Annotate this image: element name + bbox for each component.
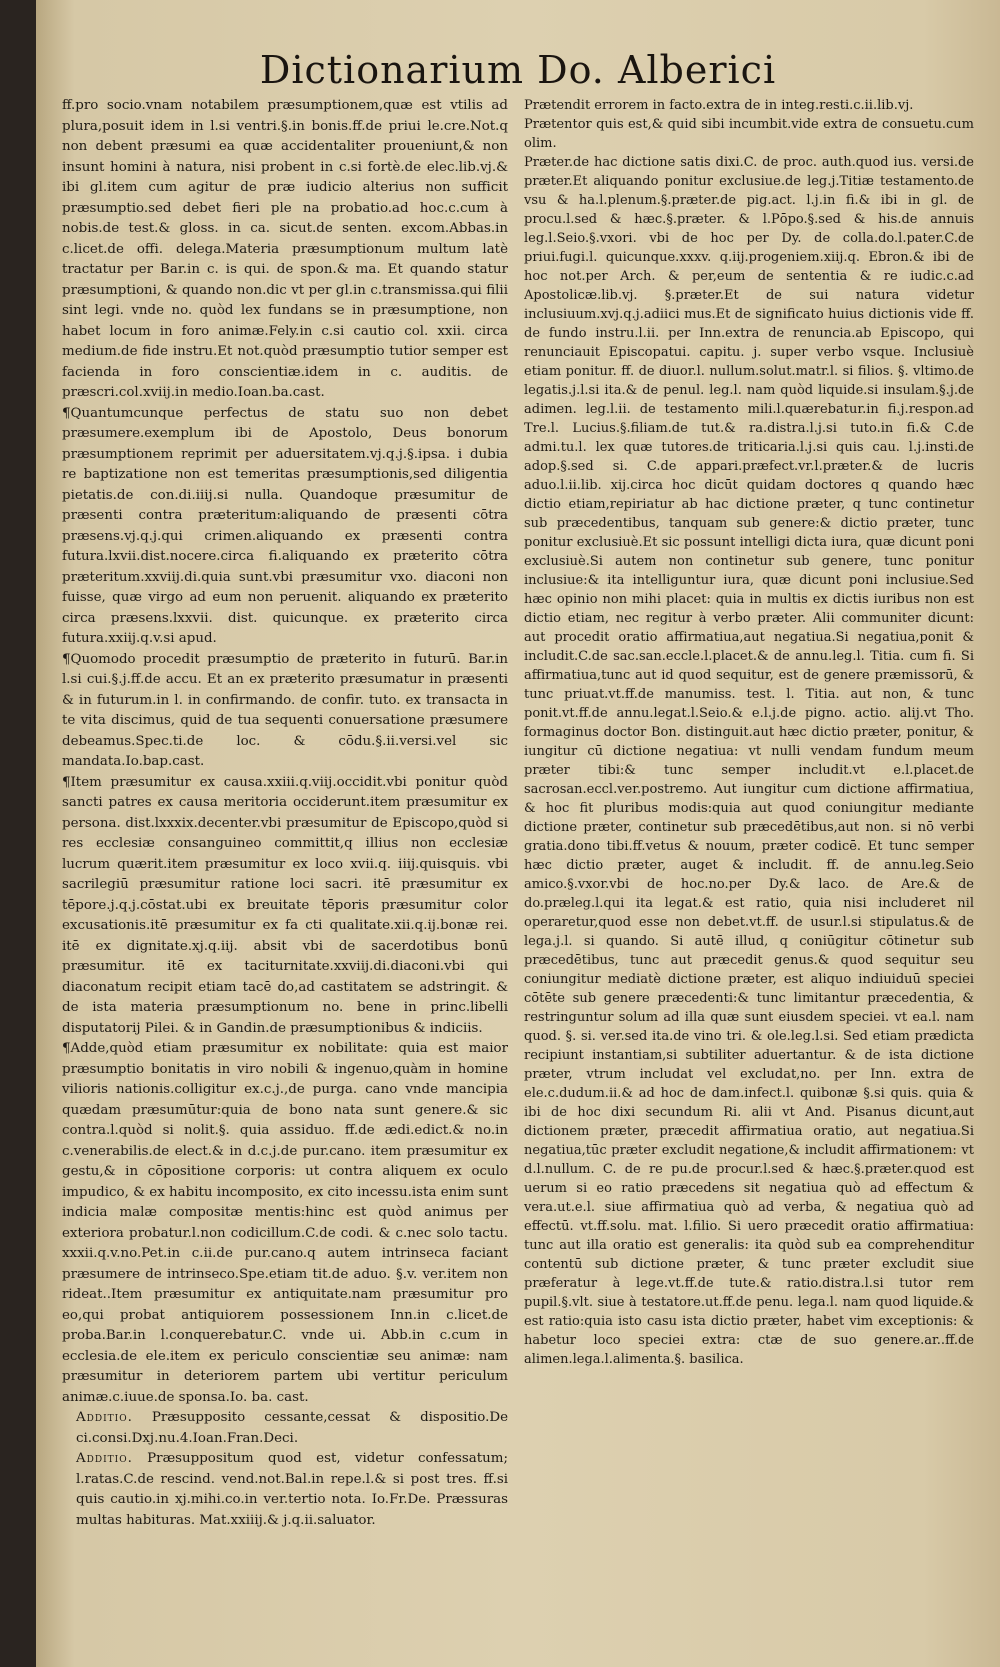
running-header: Dictionarium Do. Alberici — [259, 48, 777, 92]
addition-label: Additio. — [76, 1451, 133, 1466]
paragraph: ¶Quomodo procedit præsumptio de præterito in futurū. Bar.in l.si cui.§.j.ff.de accu. Et an ex præterito præsumatur in præsenti & in futurum.in l. in confirmando. de confir. tuto. ex transacta in te vita discimus, quid de tua sequenti conuersatione præsumere debeamus.Spec.ti.de loc. & cōdu.§.ii.versi.vel sic mandata.Io.bap.cast. — [62, 651, 508, 769]
addition-text: Præsupposito cessante,cessat & dispositio.De ci.consi.Dxj.nu.4.Ioan.Fran.Deci. — [76, 1410, 508, 1446]
left-column — [62, 96, 508, 1636]
addition-note — [62, 1449, 508, 1531]
addition-note — [62, 1408, 508, 1449]
addition-label: Additio. — [76, 1410, 133, 1425]
paragraph: ¶Item præsumitur ex causa.xxiii.q.viij.occidit.vbi ponitur quòd sancti patres ex causa meritoria occiderunt.item præsumitur ex persona. dist.lxxxix.decenter.vbi præsumitur de Episcopo,quòd si res ecclesiæ consanguineo committit,q illius non ecclesiæ lucrum quærit.item præsumitur ex loco xvii.q. iiij.quisquis. vbi sacrilegiū præsumitur ratione loci sacri. itē præsumitur ex tēpore.j.q.j.cōstat.ubi ex breuitate tēporis præsumitur color excusationis.itē præsumitur ex fa cti qualitate.xii.q.ij.bonæ rei. itē ex dignitate.xj.q.iij. absit vbi de sacerdotibus bonū præsumitur. itē ex taciturnitate.xxviij.di.diaconi.vbi qui diaconatum recipit etiam tacē do,ad castitatem se adstringit. & de ista materia præsumptionum no. bene in princ.libelli disputatorij Pilei. & in Gandin.de præsumptionibus & indiciis. — [62, 774, 508, 1036]
book-page — [36, 0, 1000, 1667]
paragraph: ff.pro socio.vnam notabilem præsumptionem,quæ est vtilis ad plura,posuit idem in l.si ventri.§.in bonis.ff.de priui le.cre.Not.q non debent præsumi ea quæ accidentaliter proueniunt,& non insunt homini à natura, nisi probent in c.si fortè.de elec.lib.vj.& ibi gl.item cum agitur de præ iudicio alterius non sufficit præsumptio.sed debet fieri ple na probatio.ad hoc.c.cum à nobis.de test.& gloss. in ca. sicut.de senten. excom.Abbas.in c.licet.de offi. delega.Materia præsumptionum multum latè tractatur per Bar.in c. is qui. de spon.& ma. Et quando statur præsumptioni, & quando non.dic vt per gl.in c.transmissa.qui filii sint legi. vnde no. quòd lex fundans se in præsumptione, non habet locum in foro animæ.Fely.in c.si cautio col. xxii. circa medium.de fide instru.Et not.quòd præsumptio tutior semper est facienda in foro conscientiæ.idem in c. auditis. de præscri.col.xviij.in medio.Ioan.ba.cast. — [62, 98, 508, 400]
addition-text: Præsuppositum quod est, videtur confessatum; l.ratas.C.de rescind. vend.not.Bal.in repe.l.& si post tres. ff.si quis cautio.in xj.mihi.co.in ver.tertio nota. Io.Fr.De. Præssuras multas habituras. Mat.xxiiij.& j.q.ii.saluator. — [76, 1451, 508, 1528]
right-column — [524, 96, 974, 1636]
paragraph: Prætendit errorem in facto.extra de in integ.resti.c.ii.lib.vj. — [524, 98, 914, 113]
paragraph: Præter.de hac dictione satis dixi.C. de proc. auth.quod ius. versi.de præter.Et aliquando ponitur exclusiue.de leg.j.Titiæ testamento.de vsu & ha.l.plenum.§.præter.de pig.act. l.j.in fi.& ibi in gl. de procu.l.sed & hæc.§.præter. & l.Pōpo.§.sed & his.de annuis leg.l.Seio.§.vxori. vbi de hoc per Dy. de colla.do.l.pater.C.de priui.fugi.l. quicunque.xxxv. q.iij.progeniem.xiij.q. Ebron.& ibi de hoc not.per Arch. & per,eum de sententia & re iudic.c.ad Apostolicæ.lib.vj. §.præter.Et de sui natura videtur inclusiuum.xvj.q.j.adiici mus.Et de significato huius dictionis vide ff. de fundo instru.l.ii. per Inn.extra de renuncia.ab Episcopo, qui renunciauit Episcopatui. capitu. j. super verbo vsque. Inclusiuè etiam ponitur. ff. de diuor.l. nullum.solut.matr.l. si filios. §. vltimo.de legatis.j.l.si ita.& de penul. leg.l. nam quòd liquide.si insulam.§.j.de adimen. leg.l.ii. de testamento mili.l.quærebatur.in fi.j.respon.ad Tre.l. Lucius.§.filiam.de tut.& ra.distra.l.j.si tuto.in fi.& C.de admi.tu.l. lex quæ tutores.de triticaria.l.j.si quis cau. l.j.insti.de adop.§.sed si. C.de appari.præfect.vr.l.præter.& de lucris aduo.l.ii.lib. xij.circa hoc dicūt quidam doctores q quando hæc dictio etiam,repiriatur ab hac dictione præter, q tunc continetur sub præcedentibus, tanquam sub genere:& dictio præter, tunc ponitur exclusiuè.Et sic possunt intelligi dicta iura, quæ dicunt poni exclusiuè.Si autem non continetur sub genere, tunc ponitur inclusiue:& ita intelliguntur iura, quæ dicunt poni inclusiue.Sed hæc opinio non mihi placet: quia in multis ex dictis iuribus non est dictio etiam, nec regitur à verbo præter. Alii communiter dicunt: aut procedit oratio affirmatiua,aut negatiua.Si negatiua,ponit & includit.C.de sac.san.eccle.l.placet.& de annu.leg.l. Titia. cum fi. Si affirmatiua,tunc aut id quod sequitur, est de genere præmissorū, & tunc priuat.vt.ff.de manumiss. test. l. Titia. aut non, & tunc ponit.vt.ff.de annu.legat.l.Seio.& e.l.j.de pigno. actio. alij.vt Tho. formaginus doctor Bon. distinguit.aut hæc dictio præter, ponitur, & iungitur cū dictione negatiua: vt nulli vendam fundum meum præter tibi:& tunc semper includit.vt e.l.placet.de sacrosan.eccl.ver.postremo. Aut iungitur cum dictione affirmatiua, & hoc fit pluribus modis:quia aut quod coniungitur mediante dictione præter, continetur sub præcedētibus,aut non. si nō verbi gratia.dono tibi.ff.vetus & nouum, præter codicē. Et tunc semper hæc dictio præter, auget & includit. ff. de annu.leg.Seio amico.§.vxor.vbi de hoc.no.per Dy.& laco. de Are.& de do.præleg.l.qui ita legat.& est ratio, quia nisi includeret nil operaretur,quod esse non debet.vt.ff. de usur.l.si stipulatus.& de lega.j.l. si quando. Si autē illud, q coniūgitur cōtinetur sub præcedētibus, tunc aut præcedit genus.& quod sequitur seu coniungitur mediatè dictione præter, est aliquo indiuiduū speciei cōtēte sub genere præcedenti:& tunc limitantur præcedentia, & restringuntur solum ad illa quæ sunt eiusdem speciei. vt ea.l. nam quod. §. si. ver.sed ita.de vino tri. & ole.leg.l.si. Sed etiam prædicta recipiunt instantiam,si subtiliter aduertantur. & de ista dictione præter, vtrum includat vel excludat,no. per Inn. extra de ele.c.dudum.ii.& ad hoc de dam.infect.l. quibonæ §.si quis. quia & ibi de hoc dixi secundum Ri. alii vt And. Pisanus dicunt,aut dictionem præter, præcedit affirmatiua oratio, aut negatiua.Si negatiua,tūc præter excludit negatione,& includit affirmationem: vt d.l.nullum. C. de re pu.de procur.l.sed & hæc.§.præter.quod est uerum si eo ratio præcedens sit negatiua quò ad effectum & vera.ut.e.l. siue affirmatiua quò ad verba, & negatiua quò ad effectū. vt.ff.solu. mat. l.filio. Si uero præcedit oratio affirmatiua: tunc aut illa oratio est generalis: ita quòd sub ea comprehenditur contentū sub dictione præter, & tunc præter excludit siue præferatur à lege.vt.ff.de tute.& ratio.distra.l.si tutor rem pupil.§.vlt. siue à testatore.ut.ff.de penu. lega.l. nam quod liquide.& est ratio:quia isto casu ista dictio præter, habet vim exceptionis: & habetur loco speciei extra: ctæ de suo genere.ar..ff.de alimen.lega.l.alimenta.§. basilica. — [524, 155, 974, 1367]
paragraph: ¶Quantumcunque perfectus de statu suo non debet præsumere.exemplum ibi de Apostolo, Deus bonorum præsumptionem reprimit per aduersitatem.vj.q.j.§.ipsa. i dubia re baptizatione non est temeritas præsumptionis,sed diligentia pietatis.de con.di.iiij.si nulla. Quandoque præsumitur de præsenti contra præteritum:aliquando de præsenti cōtra præsens.vj.q.j.qui crimen.aliquando ex præsenti contra futura.lxvii.dist.nocere.circa fi.aliquando ex præterito cōtra præteritum.xxviij.di.quia sunt.vbi præsumitur vxo. diaconi non fuisse, quæ virgo ad eum non peruenit. aliquando ex præterito circa præsens.lxxvii. dist. quicunque. ex præterito circa futura.xxiij.q.v.si apud. — [62, 405, 508, 646]
paragraph: Prætentor quis est,& quid sibi incumbit.vide extra de consuetu.cum olim. — [524, 117, 974, 151]
paragraph: ¶Adde,quòd etiam præsumitur ex nobilitate: quia est maior præsumptio bonitatis in viro nobili & ingenuo,quàm in homine vilioris nationis.colligitur ex.c.j.,de purga. cano vnde mancipia quædam præsumūtur:quia de bono nata sunt genere.& sic contra.l.quòd si nolit.§. quia assiduo. ff.de ædi.edict.& no.in c.venerabilis.de elect.& in d.c.j.de pur.cano. item præsumitur ex gestu,& in cōpositione corporis: ut contra aliquem ex oculo impudico, & ex habitu incomposito, ex cito incessu.ista enim sunt indicia malæ compositæ mentis:hinc est quòd animus per exteriora probatur.l.non codicillum.C.de codi. & c.nec solo tactu. xxxii.q.v.no.Pet.in c.ii.de pur.cano.q autem intrinseca faciant præsumere de intrinseco.Spe.etiam tit.de aduo. §.v. ver.item non rideat..Item præsumitur ex antiquitate.nam præsumitur pro eo,qui probat antiquiorem possessionem Inn.in c.licet.de proba.Bar.in l.conquerebatur.C. vnde ui. Abb.in c.cum in ecclesia.de ele.item ex periculo conscientiæ seu animæ: nam præsumitur in deteriorem partem ubi vertitur periculum animæ.c.iuue.de sponsa.Io. ba. cast. — [62, 1041, 508, 1405]
